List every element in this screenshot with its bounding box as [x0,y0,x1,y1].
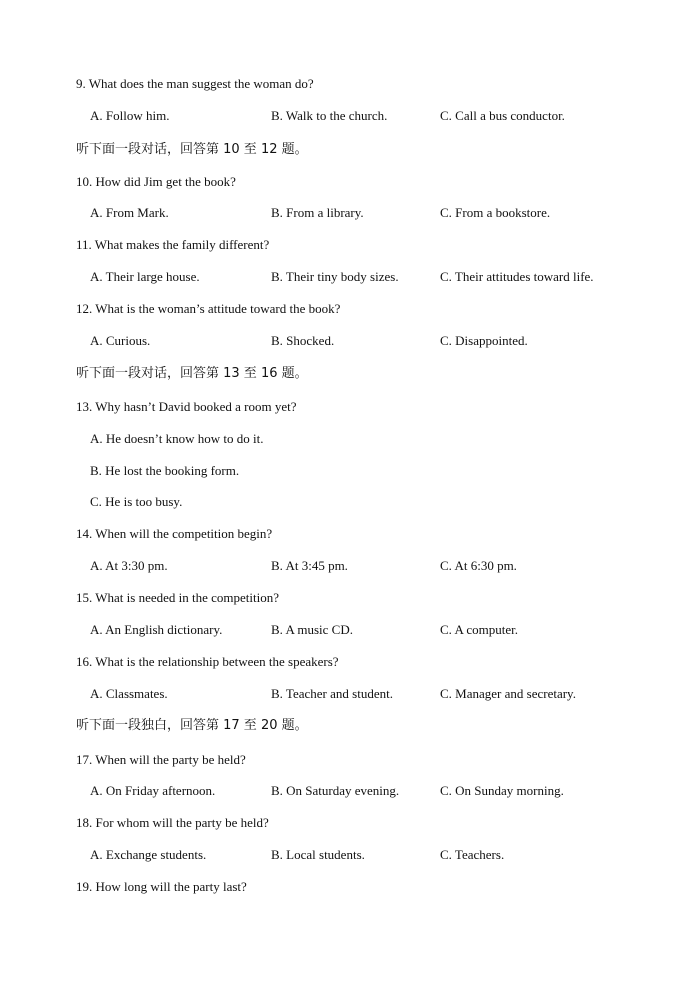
answer-option-c: C. On Sunday morning. [440,783,564,798]
answer-option: B. He lost the booking form. [90,463,240,478]
answer-option-b: B. Their tiny body sizes. [271,269,399,284]
answer-option-b: B. At 3:45 pm. [271,558,348,573]
answer-option-a: A. On Friday afternoon. [90,783,216,798]
question-text: 18. For whom will the party be held? [76,815,269,830]
question-text: 10. How did Jim get the book? [76,174,236,189]
section-instruction: 听下面一段对话，回答第 13 至 16 题。 [76,366,308,381]
answer-option-c: C. A computer. [440,622,518,637]
answer-option-b: B. A music CD. [271,622,353,637]
answer-option-b: B. From a library. [271,205,364,220]
answer-option-a: A. Their large house. [90,269,200,284]
answer-option-c: C. From a bookstore. [440,205,551,220]
question-text: 13. Why hasn’t David booked a room yet? [76,399,297,414]
answer-option-c: C. Their attitudes toward life. [440,269,594,284]
answer-option-b: B. Teacher and student. [271,686,393,701]
question-text: 12. What is the woman’s attitude toward the book? [76,301,341,316]
answer-option-a: A. Follow him. [90,108,170,123]
answer-option-a: A. Curious. [90,333,151,348]
answer-option-b: B. Walk to the church. [271,108,388,123]
section-instruction: 听下面一段独白，回答第 17 至 20 题。 [76,718,308,733]
answer-option-a: A. From Mark. [90,205,169,220]
question-text: 11. What makes the family different? [76,237,270,252]
answer-option-a: A. An English dictionary. [90,622,223,637]
question-text: 14. When will the competition begin? [76,526,273,541]
answer-option: A. He doesn’t know how to do it. [90,431,264,446]
question-text: 9. What does the man suggest the woman do? [76,76,314,91]
answer-option-b: B. On Saturday evening. [271,783,400,798]
answer-option-c: C. At 6:30 pm. [440,558,517,573]
answer-option-c: C. Disappointed. [440,333,528,348]
question-text: 16. What is the relationship between the speakers? [76,654,339,669]
answer-option-b: B. Local students. [271,847,365,862]
answer-option-c: C. Manager and secretary. [440,686,576,701]
question-text: 15. What is needed in the competition? [76,590,280,605]
question-text: 17. When will the party be held? [76,752,246,767]
question-text: 19. How long will the party last? [76,879,247,894]
answer-option-c: C. Teachers. [440,847,505,862]
answer-option-a: A. At 3:30 pm. [90,558,168,573]
answer-option-c: C. Call a bus conductor. [440,108,565,123]
answer-option: C. He is too busy. [90,494,183,509]
answer-option-a: A. Classmates. [90,686,168,701]
section-instruction: 听下面一段对话，回答第 10 至 12 题。 [76,142,308,157]
answer-option-b: B. Shocked. [271,333,335,348]
answer-option-a: A. Exchange students. [90,847,207,862]
